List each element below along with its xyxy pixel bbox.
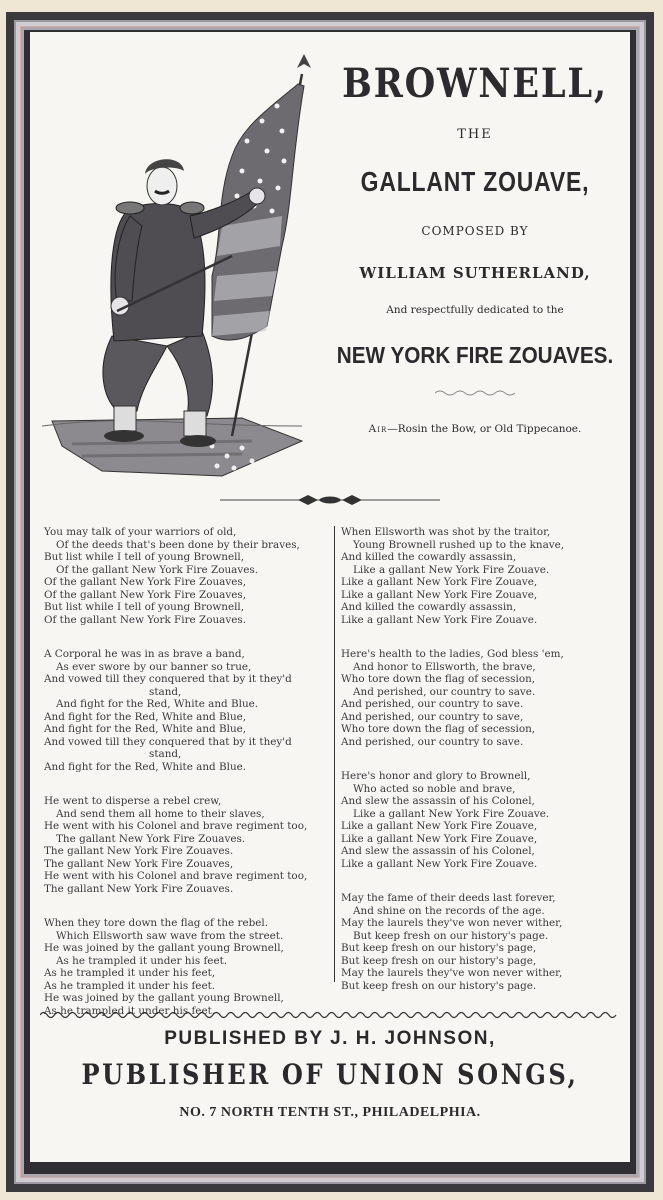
verse-line: He was joined by the gallant young Brownell, bbox=[44, 942, 284, 954]
stanza bbox=[44, 795, 334, 895]
verse-line: Like a gallant New York Fire Zouave, bbox=[341, 588, 538, 601]
stanza bbox=[341, 526, 631, 626]
verse-line: But list while I tell of young Brownell, bbox=[44, 551, 245, 563]
verse-line: The gallant New York Fire Zouaves. bbox=[56, 832, 246, 845]
verse-line: Like a gallant New York Fire Zouave. bbox=[353, 807, 550, 820]
title-block bbox=[320, 50, 630, 435]
verse-line: Like a gallant New York Fire Zouave. bbox=[341, 857, 538, 870]
verse-line: As ever swore by our banner so true, bbox=[56, 660, 252, 673]
verse-line: Like a gallant New York Fire Zouave, bbox=[341, 820, 538, 832]
verse-line: But keep fresh on our history's page. bbox=[353, 929, 549, 942]
published-by: PUBLISHED BY J. H. JOHNSON, bbox=[164, 1028, 496, 1049]
verse-line: May the laurels they've won never wither, bbox=[341, 967, 563, 979]
verse-line: He went with his Colonel and brave regiment too, bbox=[44, 870, 308, 882]
verse-line: When they tore down the flag of the rebel. bbox=[44, 917, 269, 929]
ornamental-divider-icon bbox=[220, 494, 440, 506]
verse-line: As he trampled it under his feet. bbox=[44, 979, 216, 992]
stanza bbox=[44, 917, 334, 1017]
verse-line: And fight for the Red, White and Blue, bbox=[44, 710, 247, 723]
verse-line: As he trampled it under his feet, bbox=[44, 967, 216, 979]
verse-line: Here's health to the ladies, God bless 'em, bbox=[341, 648, 564, 660]
verse-line: Which Ellsworth saw wave from the street. bbox=[56, 929, 284, 942]
verse-line: Of the gallant New York Fire Zouaves, bbox=[44, 576, 247, 588]
song-sheet bbox=[30, 32, 630, 1162]
stanza bbox=[44, 526, 334, 626]
verse-line: But list while I tell of young Brownell, bbox=[44, 601, 245, 613]
verse-line: Who tore down the flag of secession, bbox=[341, 723, 536, 735]
title-article: THE bbox=[457, 127, 493, 142]
tune-name: —Rosin the Bow, or Old Tippecanoe. bbox=[387, 423, 582, 435]
verse-line: He was joined by the gallant young Brownell, bbox=[44, 992, 284, 1004]
verse-line: Of the deeds that's been done by their braves, bbox=[56, 538, 300, 551]
verse-line: And killed the cowardly assassin, bbox=[341, 601, 517, 613]
verse-line: And perished, our country to save. bbox=[341, 735, 524, 748]
verse-line: stand, bbox=[149, 748, 182, 760]
verse-line: He went with his Colonel and brave regiment too, bbox=[44, 820, 308, 832]
verse-line: You may talk of your warriors of old, bbox=[44, 526, 237, 538]
verse-line: As he trampled it under his feet. bbox=[44, 1004, 216, 1017]
publisher-of: PUBLISHER OF UNION SONGS, bbox=[81, 1058, 579, 1091]
verse-line: The gallant New York Fire Zouaves, bbox=[44, 857, 234, 870]
verse-line: And perished, our country to save. bbox=[341, 698, 524, 710]
air-label: Air bbox=[368, 423, 388, 435]
verse-line: Young Brownell rushed up to the knave, bbox=[353, 538, 565, 551]
stanza bbox=[341, 892, 631, 992]
stanza bbox=[341, 770, 631, 870]
verse-line: And fight for the Red, White and Blue, bbox=[44, 723, 247, 735]
verse-line: A Corporal he was in as brave a band, bbox=[44, 648, 245, 660]
verse-column-left bbox=[44, 526, 334, 1039]
verse-line: Who acted so noble and brave, bbox=[353, 782, 516, 795]
verse-line: And fight for the Red, White and Blue. bbox=[56, 698, 259, 710]
verse-line: May the fame of their deeds last forever, bbox=[341, 892, 556, 904]
publisher-footer bbox=[30, 1028, 630, 1121]
verse-line: And fight for the Red, White and Blue. bbox=[44, 760, 247, 773]
verse-line: And send them all home to their slaves, bbox=[56, 807, 265, 820]
verse-line: And vowed till they conquered that by it they'd bbox=[44, 673, 292, 685]
song-subtitle: GALLANT ZOUAVE, bbox=[360, 166, 590, 197]
verse-line: The gallant New York Fire Zouaves. bbox=[44, 882, 234, 895]
verse-line: And vowed till they conquered that by it they'd bbox=[44, 735, 292, 748]
wavy-rule-icon bbox=[40, 1010, 620, 1020]
verse-line: And killed the cowardly assassin, bbox=[341, 551, 517, 563]
verse-line: And shine on the records of the age. bbox=[353, 904, 545, 917]
composed-by-label: COMPOSED BY bbox=[421, 224, 529, 238]
verse-line: When Ellsworth was shot by the traitor, bbox=[341, 526, 551, 538]
verse-line: Of the gallant New York Fire Zouaves. bbox=[56, 563, 259, 576]
verse-line: And slew the assassin of his Colonel, bbox=[341, 845, 535, 857]
stanza bbox=[341, 648, 631, 748]
verse-line: And perished, our country to save. bbox=[353, 685, 536, 698]
verse-line: Like a gallant New York Fire Zouave. bbox=[353, 563, 550, 576]
verse-column-right bbox=[334, 526, 631, 992]
dedication-text: And respectfully dedicated to the bbox=[386, 304, 564, 316]
verse-line: Here's honor and glory to Brownell, bbox=[341, 770, 531, 782]
verse-line: Like a gallant New York Fire Zouave, bbox=[341, 576, 538, 588]
regiment-name: NEW YORK FIRE ZOUAVES. bbox=[336, 342, 614, 368]
song-verses bbox=[44, 526, 624, 1017]
verse-line: And honor to Ellsworth, the brave, bbox=[353, 660, 536, 673]
verse-line: Of the gallant New York Fire Zouaves. bbox=[44, 613, 247, 626]
verse-line: And perished, our country to save, bbox=[341, 710, 524, 723]
verse-line: But keep fresh on our history's page, bbox=[341, 942, 537, 954]
verse-line: But keep fresh on our history's page. bbox=[341, 979, 537, 992]
verse-line: The gallant New York Fire Zouaves. bbox=[44, 845, 234, 857]
stanza bbox=[44, 648, 334, 773]
verse-line: Like a gallant New York Fire Zouave, bbox=[341, 832, 538, 845]
verse-line: Like a gallant New York Fire Zouave. bbox=[341, 613, 538, 626]
tune-line bbox=[320, 423, 630, 435]
verse-line: stand, bbox=[149, 685, 182, 698]
verse-line: But keep fresh on our history's page, bbox=[341, 954, 537, 967]
verse-line: As he trampled it under his feet. bbox=[56, 954, 228, 967]
verse-line: He went to disperse a rebel crew, bbox=[44, 795, 222, 807]
zouave-soldier-with-flag-icon bbox=[42, 46, 320, 486]
verse-line: Of the gallant New York Fire Zouaves, bbox=[44, 588, 247, 601]
verse-line: Who tore down the flag of secession, bbox=[341, 673, 536, 685]
verse-line: May the laurels they've won never wither, bbox=[341, 917, 563, 929]
song-title: BROWNELL, bbox=[342, 60, 608, 107]
ornament-squiggle-icon bbox=[435, 389, 515, 397]
verse-line: And slew the assassin of his Colonel, bbox=[341, 795, 535, 807]
publisher-address: NO. 7 NORTH TENTH ST., PHILADELPHIA. bbox=[179, 1105, 481, 1120]
author-name: WILLIAM SUTHERLAND, bbox=[359, 264, 591, 282]
